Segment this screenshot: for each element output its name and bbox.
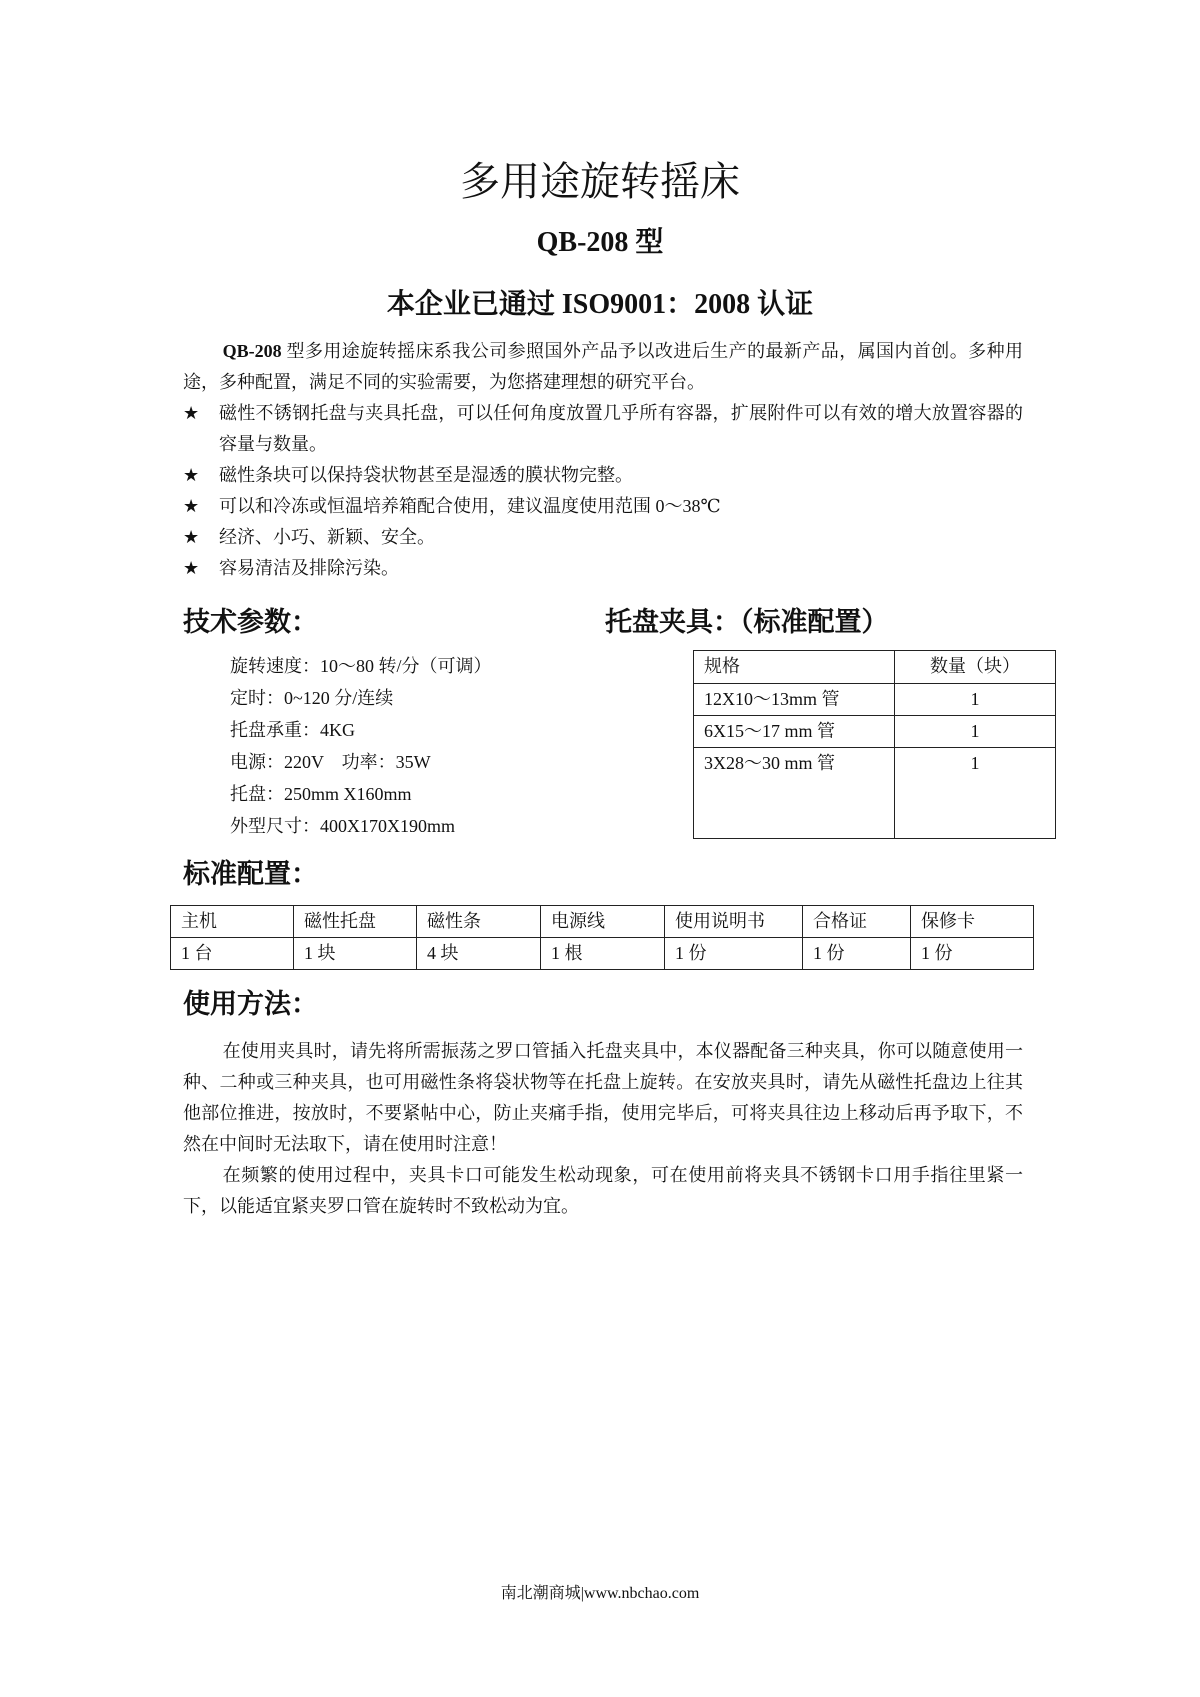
fixture-spec: 6X15～17 mm 管 (694, 716, 895, 748)
tech-param: 托盘：250mm X160mm (230, 784, 412, 804)
tech-param: 托盘承重：4KG (230, 720, 355, 740)
intro-model: QB-208 (222, 341, 282, 361)
fixture-qty: 1 (895, 748, 1056, 839)
certification-line: 本企业已通过 ISO9001：2008 认证 (386, 289, 814, 320)
tech-param: 旋转速度：10～80 转/分（可调） (230, 656, 492, 676)
standard-item-qty: 4 块 (417, 938, 541, 970)
usage-section (183, 1036, 1023, 1222)
star-icon: ★ (183, 496, 200, 516)
standard-item-name: 使用说明书 (665, 906, 803, 938)
tech-param: 电源：220V 功率：35W (230, 752, 431, 772)
fixture-spec: 12X10～13mm 管 (694, 684, 895, 716)
standard-item-name: 磁性条 (417, 906, 541, 938)
fixture-header-spec: 规格 (694, 651, 895, 684)
feature-list (183, 398, 1023, 584)
standard-item-name: 合格证 (803, 906, 911, 938)
standard-item-qty: 1 根 (541, 938, 665, 970)
standard-item-qty: 1 台 (171, 938, 294, 970)
feature-text: 容易清洁及排除污染。 (219, 558, 399, 578)
fixture-header-qty: 数量（块） (895, 651, 1056, 684)
intro-paragraph (183, 336, 1023, 398)
standard-item-qty: 1 份 (665, 938, 803, 970)
feature-item (183, 522, 1023, 553)
feature-item (183, 398, 1023, 460)
intro-text: 型多用途旋转摇床系我公司参照国外产品予以改进后生产的最新产品，属国内首创。多种用途，多种配置，满足不同的实验需要，为您搭建理想的研究平台。 (183, 341, 1023, 392)
tech-param: 定时：0~120 分/连续 (230, 688, 394, 708)
tech-params-list (230, 650, 492, 842)
usage-paragraph: 在使用夹具时，请先将所需振荡之罗口管插入托盘夹具中，本仪器配备三种夹具，你可以随意使用一种、二种或三种夹具，也可用磁性条将袋状物等在托盘上旋转。在安放夹具时，请先从磁性托盘边上往其他部位推进，按放时，不要紧帖中心，防止夹痛手指，使用完毕后，可将夹具往边上移动后再予取下，不然在中间时无法取下，请在使用时注意！ (183, 1041, 1023, 1154)
feature-item (183, 553, 1023, 584)
fixture-qty: 1 (895, 684, 1056, 716)
standard-item-qty: 1 块 (294, 938, 417, 970)
usage-paragraph: 在频繁的使用过程中，夹具卡口可能发生松动现象，可在使用前将夹具不锈钢卡口用手指往里紧一下，以能适宜紧夹罗口管在旋转时不致松动为宜。 (183, 1165, 1023, 1216)
fixture-qty: 1 (895, 716, 1056, 748)
star-icon: ★ (183, 403, 200, 423)
feature-item (183, 460, 1023, 491)
standard-item-qty: 1 份 (911, 938, 1034, 970)
intro-section (183, 336, 1023, 584)
feature-text: 磁性不锈钢托盘与夹具托盘，可以任何角度放置几乎所有容器，扩展附件可以有效的增大放置容器的容量与数量。 (219, 403, 1023, 454)
fixture-spec: 3X28～30 mm 管 (694, 748, 895, 839)
standard-item-qty: 1 份 (803, 938, 911, 970)
star-icon: ★ (183, 465, 200, 485)
standard-heading: 标准配置： (183, 859, 318, 889)
standard-item-name: 磁性托盘 (294, 906, 417, 938)
footer-site: 南北潮商城|www.nbchao.com (500, 1585, 700, 1602)
document-title: 多用途旋转摇床 (460, 159, 740, 204)
feature-text: 经济、小巧、新颖、安全。 (219, 527, 435, 547)
feature-item (183, 491, 1023, 522)
standard-item-name: 电源线 (541, 906, 665, 938)
tech-param: 外型尺寸：400X170X190mm (230, 816, 455, 836)
standard-item-name: 保修卡 (911, 906, 1034, 938)
star-icon: ★ (183, 558, 200, 578)
feature-text: 磁性条块可以保持袋状物甚至是湿透的膜状物完整。 (219, 465, 633, 485)
standard-config-table (170, 905, 1034, 970)
standard-item-name: 主机 (171, 906, 294, 938)
tech-heading: 技术参数： (183, 607, 318, 637)
feature-text: 可以和冷冻或恒温培养箱配合使用，建议温度使用范围 0～38℃ (219, 496, 721, 516)
model-number: QB-208 型 (536, 227, 664, 258)
fixture-heading: 托盘夹具：（标准配置） (605, 607, 889, 637)
usage-heading: 使用方法： (183, 989, 318, 1019)
star-icon: ★ (183, 527, 200, 547)
fixture-table (693, 650, 1056, 839)
